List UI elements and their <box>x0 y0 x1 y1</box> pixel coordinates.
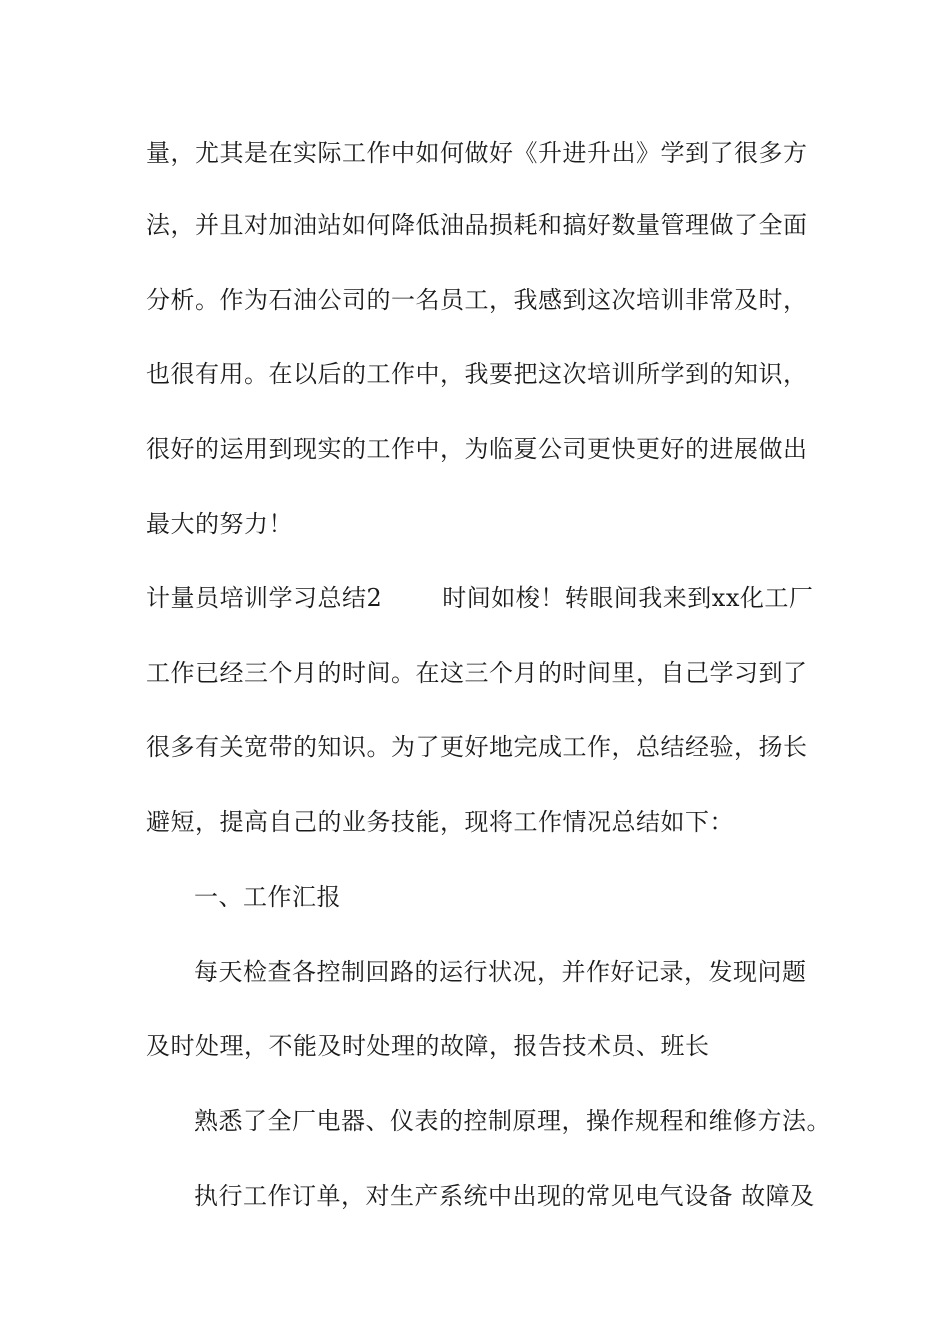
section-title-line <box>146 583 826 613</box>
section-first-line: 时间如梭！转眼间我来到xx化工厂 <box>442 584 814 612</box>
body-text-line: 工作已经三个月的时间。在这三个月的时间里，自己学习到了 <box>146 659 808 687</box>
body-text-line: 熟悉了全厂电器、仪表的控制原理，操作规程和维修方法。 <box>194 1107 831 1135</box>
body-text-line: 分析。作为石油公司的一名员工，我感到这次培训非常及时， <box>146 286 808 314</box>
body-text-line: 法，并且对加油站如何降低油品损耗和搞好数量管理做了全面 <box>146 211 808 239</box>
body-text-line: 避短，提高自己的业务技能，现将工作情况总结如下： <box>146 808 734 836</box>
body-text-line: 也很有用。在以后的工作中，我要把这次培训所学到的知识， <box>146 360 808 388</box>
body-text-line: 每天检查各控制回路的运行状况，并作好记录，发现问题 <box>194 958 807 986</box>
body-text-line: 及时处理，不能及时处理的故障，报告技术员、班长 <box>146 1032 710 1060</box>
section-title: 计量员培训学习总结2 <box>146 584 383 612</box>
body-text-line: 很多有关宽带的知识。为了更好地完成工作，总结经验，扬长 <box>146 733 808 761</box>
body-text-line: 很好的运用到现实的工作中，为临夏公司更快更好的进展做出 <box>146 435 808 463</box>
heading-work-report: 一、工作汇报 <box>194 883 341 911</box>
body-text-line: 执行工作订单，对生产系统中出现的常见电气设备 故障及 <box>194 1182 815 1210</box>
body-text-line: 量，尤其是在实际工作中如何做好《升进升出》学到了很多方 <box>146 139 808 167</box>
body-text-line: 最大的努力！ <box>146 510 293 538</box>
